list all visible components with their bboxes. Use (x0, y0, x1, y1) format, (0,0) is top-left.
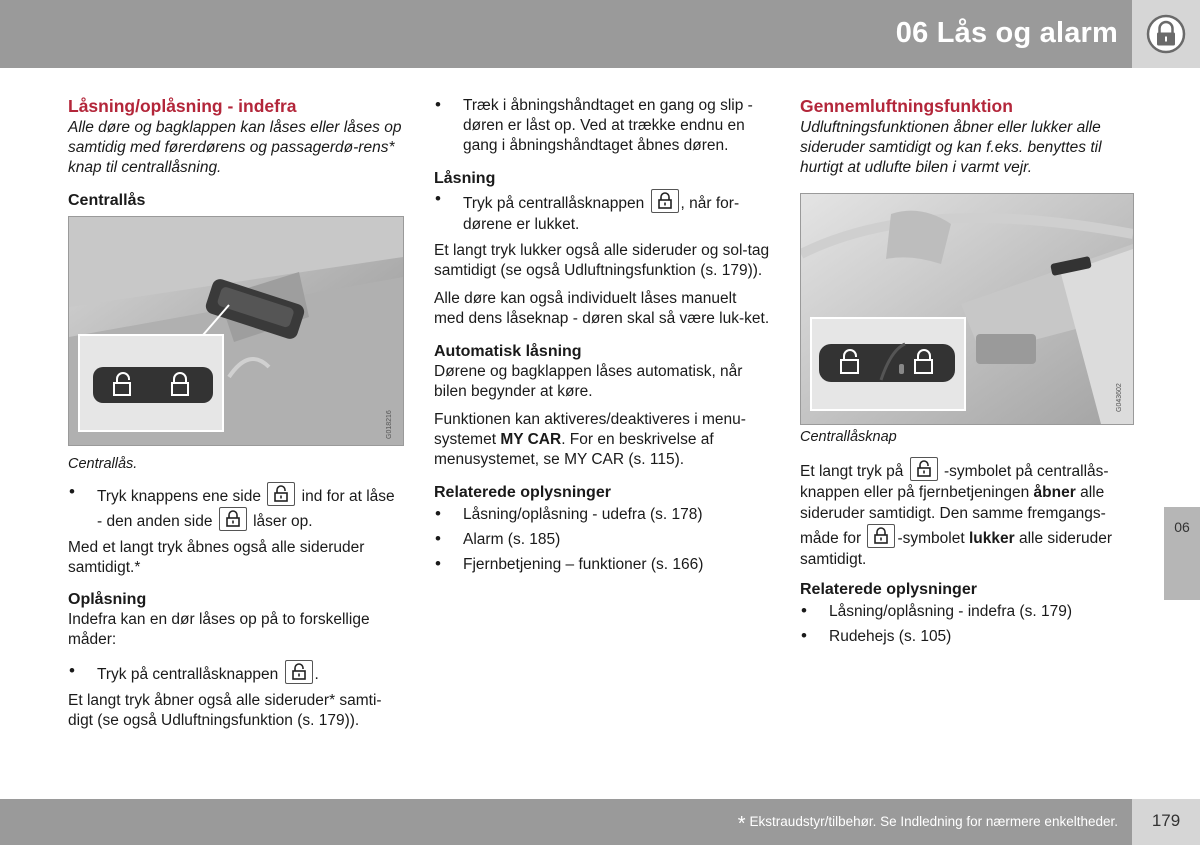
subheading-oplasning: Oplåsning (68, 591, 147, 608)
lock-button-icon (651, 189, 679, 213)
centrallas-photo (68, 216, 404, 446)
paragraph-soltag: Et langt tryk lukker også alle sideruder og sol-tag samtidigt (se også Udluftningsfunktion (s. 179)). (434, 242, 770, 279)
subheading-automatisk: Automatisk låsning (434, 343, 582, 360)
related-link[interactable]: • Låsning/oplåsning - udefra (s. 178) (434, 505, 770, 525)
related-link[interactable]: • Rudehejs (s. 105) (800, 627, 1136, 647)
unlock-button-icon (267, 482, 295, 506)
bullet-lasning: • Tryk på centrallåsknappen , når for-dørene er lukket. (434, 189, 770, 235)
column-middle (434, 94, 770, 575)
paragraph-manuelt: Alle døre kan også individuelt låses manuelt med dens låseknap - døren skal så være luk-ket. (434, 290, 770, 327)
related-link[interactable]: • Alarm (s. 185) (434, 530, 770, 550)
paragraph-automatisk: Dørene og bagklappen låses automatisk, når bilen begynder at køre. (434, 363, 743, 400)
unlock-button-icon (910, 457, 938, 481)
subheading-centrallas: Centrallås (68, 192, 146, 209)
chapter-title: 06 Lås og alarm (895, 17, 1118, 49)
page-number-box (1132, 799, 1200, 845)
paragraph-oplasning: Indefra kan en dør låses op på to forskellige måder: (68, 611, 370, 648)
centrallasknap-photo (800, 193, 1134, 425)
footnote: * Ekstraudstyr/tilbehør. Se Indledning for nærmere enkeltheder. (737, 813, 1118, 835)
related-link[interactable]: • Låsning/oplåsning - indefra (s. 179) (800, 602, 1136, 622)
subheading-lasning: Låsning (434, 170, 496, 187)
intro-text: Udluftningsfunktionen åbner eller lukker alle sideruder samtidigt og kan f.eks. benyttes til hurtigt at udlufte bilen i varmt vejr. (800, 119, 1102, 176)
paragraph-menusystem: Funktionen kan aktiveres/deaktiveres i menu-systemet MY CAR. For en beskrivelse af menusystemet, se MY CAR (s. 115). (434, 411, 746, 468)
subheading-related: Relaterede oplysninger (800, 581, 977, 598)
section-heading-gennemluftning: Gennemluftningsfunktion (800, 96, 1013, 116)
menu-my-car: MY CAR (500, 431, 562, 448)
chapter-icon-box (1132, 0, 1200, 68)
related-link[interactable]: • Fjernbetjening – funktioner (s. 166) (434, 555, 770, 575)
unlock-button-icon (285, 660, 313, 684)
subheading-related: Relaterede oplysninger (434, 484, 611, 501)
image-code: G043602 (1116, 383, 1123, 412)
page-number: 179 (1151, 811, 1181, 830)
image-caption: Centrallåsknap (800, 429, 897, 445)
door-panel-illustration (801, 194, 1133, 424)
bullet-aabningshaandtag: • Træk i åbningshåndtaget en gang og slip - døren er låst op. Ved at trække endnu en gang i åbningshåndtaget åbnes døren. (434, 96, 770, 156)
paragraph-sideruder: Et langt tryk åbner også alle sideruder* samti-digt (se også Udluftningsfunktion (s. 179)). (68, 692, 382, 729)
door-switch-illustration (69, 217, 403, 445)
image-caption: Centrallås. (68, 456, 138, 472)
bullet-centrallasknappen: • Tryk på centrallåsknappen . (68, 660, 404, 687)
lock-icon (1146, 14, 1186, 54)
image-code: G018216 (386, 410, 393, 439)
lock-button-icon (219, 507, 247, 531)
paragraph-langt-tryk: Med et langt tryk åbnes også alle sideruder samtidigt.* (68, 539, 365, 576)
intro-text: Alle døre og bagklappen kan låses eller låses op samtidig med førerdørens og passagerdø-rens* knap til centrallåsning. (68, 119, 402, 176)
chapter-side-tab: 06 (1164, 507, 1200, 600)
section-heading-indefra: Låsning/oplåsning - indefra (68, 96, 297, 116)
paragraph-udluftning: Et langt tryk på -symbolet på centrallås-knappen eller på fjernbetjeningen åbner alle sideruder samtidigt. Den samme fremgangs-måde for -symbolet lukker alle sideruder samtidigt. (800, 457, 1136, 570)
bullet-tryk-knappen: • Tryk knappens ene side ind for at låse - den anden side låser op. (68, 482, 404, 532)
lock-button-icon (867, 524, 895, 548)
